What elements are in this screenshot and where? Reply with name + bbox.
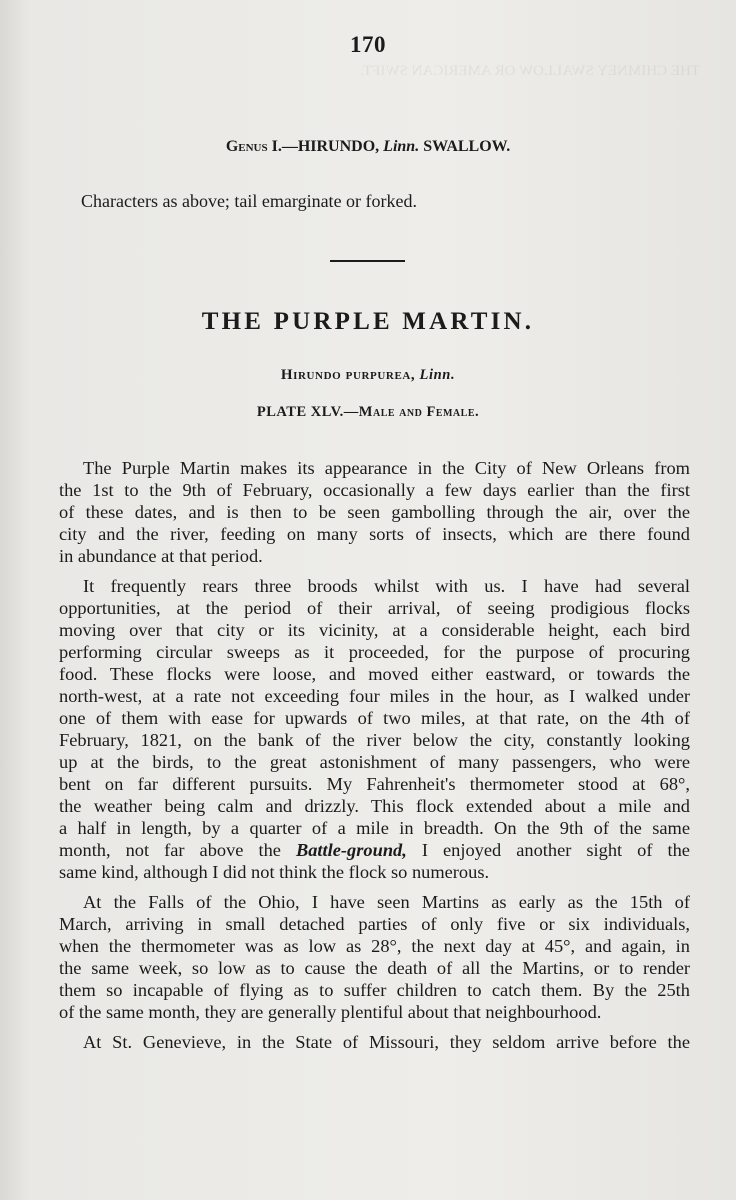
text-line: the 1st to the 9th of February, occasionally a few days earlier than the first [59,480,690,500]
text-line: of the same month, they are generally plentiful about that neighbourhood. [59,1002,602,1022]
genus-heading [0,138,736,156]
plate-reference [0,404,736,421]
genus-name: —HIRUNDO, [281,138,380,155]
paragraph [59,457,690,567]
text-line: bent on far different pursuits. My Fahrenheit's thermometer stood at 68°, [59,774,690,794]
genus-characters: Characters as above; tail emarginate or forked. [81,191,418,211]
text-line: At the Falls of the Ohio, I have seen Martins as early as the 15th of [83,892,690,912]
genus-authority: Linn. [383,138,420,155]
species-scientific-name [0,367,736,384]
species-authority: Linn. [419,367,456,383]
text-line: At St. Genevieve, in the State of Missouri, they seldom arrive before the [83,1032,690,1052]
line-start: month, not far above the [59,840,281,860]
text-line: the same week, so low as to cause the death of all the Martins, or to render [59,958,690,978]
text-line: the weather being calm and drizzly. This flock extended about a mile and [59,796,690,816]
page-number: 170 [350,32,386,57]
battle-ground-italic: Battle-ground, [295,840,407,860]
species-title: THE PURPLE MARTIN. [201,308,535,335]
paragraph [59,1031,690,1053]
text-line: moving over that city or its vicinity, at a considerable height, each bird [59,620,690,640]
text-line: in abundance at that period. [59,546,263,566]
paragraph [59,891,690,1023]
plate-label: PLATE XLV. [256,404,344,420]
section-divider [330,260,405,262]
plate-sex: —Male and Female. [343,404,480,420]
species-name: Hirundo purpurea, [280,367,416,383]
text-line: them so incapable of flying as to suffer children to catch them. By the 25th [59,980,690,1000]
text-line: north-west, at a rate not exceeding four miles in the hour, as I walked under [59,686,690,706]
text-line: of these dates, and is then to be seen gambolling through the air, over the [59,502,690,522]
text-line: when the thermometer was as low as 28°, the next day at 45°, and again, in [59,936,690,956]
text-line: a half in length, by a quarter of a mile in breadth. On the 9th of the same [59,818,690,838]
text-line: up at the birds, to the great astonishment of many passengers, who were [59,752,690,772]
paragraph [59,575,690,883]
body-text [59,457,690,1053]
bleed-through-text: THE CHIMNEY SWALLOW OR AMERICAN SWIFT. [360,63,700,79]
text-line: city and the river, feeding on many sorts of insects, which are there found [59,524,690,544]
text-line-with-italic [59,839,690,861]
text-line: opportunities, at the period of their arrival, of seeing prodigious flocks [59,598,690,618]
text-line: same kind, although I did not think the flock so numerous. [59,862,490,882]
genus-prefix: Genus I. [225,138,282,155]
text-line: The Purple Martin makes its appearance in the City of New Orleans from [83,458,690,478]
text-line: March, arriving in small detached parties of only five or six individuals, [59,914,690,934]
text-line: February, 1821, on the bank of the river below the city, constantly looking [59,730,690,750]
text-line: food. These flocks were loose, and moved either eastward, or towards the [59,664,690,684]
text-line: one of them with ease for upwards of two miles, at that rate, on the 4th of [59,708,690,728]
text-line: It frequently rears three broods whilst with us. I have had several [83,576,690,596]
genus-common-name: SWALLOW. [423,138,511,155]
line-end: I enjoyed another sight of the [421,840,690,860]
text-line: performing circular sweeps as it proceeded, for the purpose of procuring [59,642,690,662]
